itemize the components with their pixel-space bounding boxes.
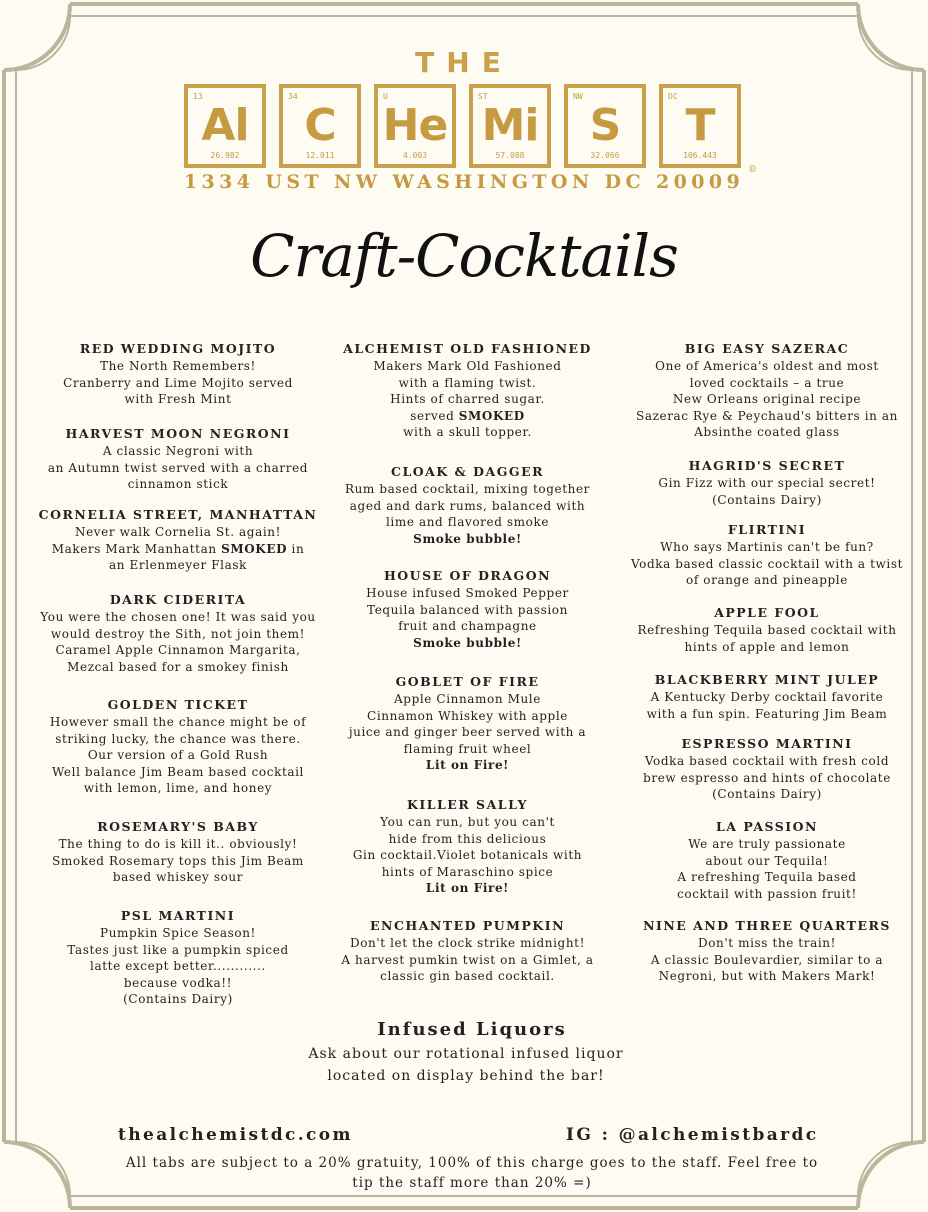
menu-item-description [612,622,922,655]
tile-mass: 26.982 [210,151,240,160]
menu-item-description [28,358,328,408]
desc-emphasis: Smoke bubble! [413,635,522,650]
menu-item [330,567,605,651]
menu-item-description [330,691,605,774]
tile-mass: 106.443 [683,151,717,160]
infused-liquors-line: Ask about our rotational infused liquor [308,1046,624,1062]
desc-line: aged and dark rums, balanced with [349,498,586,513]
desc-line: A Kentucky Derby cocktail favorite [650,690,884,704]
desc-emphasis: Smoke bubble! [413,531,522,546]
menu-item-description [612,358,922,441]
gratuity-note: All tabs are subject to a 20% gratuity, 100% of this charge goes to the staff. Feel free to [125,1155,819,1171]
element-tile [374,84,456,168]
menu-item-description [330,935,605,985]
desc-line: New Orleans original recipe [672,392,862,407]
desc-line: We are truly passionate [688,837,846,851]
menu-item-description [612,539,922,589]
desc-line: juice and ginger beer served with a [348,725,587,740]
desc-line [330,408,605,425]
desc-line: The thing to do is kill it.. obviously! [58,837,298,851]
desc-line: Makers Mark Old Fashioned [373,359,562,373]
element-tile [184,84,266,168]
menu-item [28,818,328,886]
desc-line: Mezcal based for a smokey finish [67,659,289,674]
desc-line: (Contains Dairy) [712,787,822,802]
menu-item-description [28,714,328,797]
menu-item [330,673,605,774]
desc-line: Rum based cocktail, mixing together [344,482,591,496]
tile-mass: 12.011 [305,151,335,160]
address: 1334 UST NW WASHINGTON DC 20009 [183,171,745,193]
desc-line: A refreshing Tequila based [677,870,857,885]
desc-emphasis: SMOKED [221,541,288,556]
tile-mass: 4.003 [402,151,428,160]
menu-item-name: BIG EASY SAZERAC [684,341,850,356]
tile-number: NW [573,92,583,101]
menu-item-description [330,481,605,547]
menu-item-name: FLIRTINI [727,522,807,537]
desc-text: Makers Mark Manhattan [51,541,222,556]
tile-symbol: He [382,100,448,151]
desc-line [28,541,328,558]
website-link[interactable]: thealchemistdc.com [118,1125,353,1145]
desc-line: latte except better............ [90,959,266,974]
menu-item-description [612,935,922,985]
desc-text: served [410,408,459,423]
menu-item [330,796,605,897]
tile-symbol: Mi [481,100,539,151]
desc-emphasis: Lit on Fire! [425,758,510,773]
desc-line: Sazerac Rye & Peychaud's bitters in an [636,408,898,423]
menu-item-name: ESPRESSO MARTINI [681,736,853,751]
menu-item [612,735,922,803]
desc-line: Refreshing Tequila based cocktail with [637,623,897,637]
registered-mark: ® [748,165,757,175]
desc-line: an Autumn twist served with a charred [47,460,309,475]
menu-item [612,917,922,985]
menu-item-description [612,475,922,508]
desc-line: flaming fruit wheel [403,741,532,756]
menu-item [612,671,922,722]
desc-line: Pumpkin Spice Season! [100,926,256,940]
logo-the: THE [415,46,513,79]
menu-item-name: BLACKBERRY MINT JULEP [654,672,880,687]
menu-item-description [330,358,605,441]
menu-item-description [330,814,605,897]
tile-symbol: S [589,100,621,151]
desc-line: Absinthe coated glass [694,425,840,440]
menu-item-description [28,524,328,574]
menu-item-name: GOLDEN TICKET [107,697,249,712]
menu-item-description [612,753,922,803]
menu-item [330,463,605,547]
menu-item [28,591,328,675]
desc-line: Cranberry and Lime Mojito served [63,375,293,390]
menu-item-description [612,836,922,902]
desc-line: Smoked Rosemary tops this Jim Beam [52,853,304,868]
tile-symbol: T [685,100,715,151]
desc-line: Vodka based cocktail with fresh cold [644,754,890,768]
desc-line: Don't let the clock strike midnight! [349,936,585,950]
menu-item-name: ENCHANTED PUMPKIN [369,918,566,933]
tile-number: 34 [288,92,298,101]
menu-item-description [612,689,922,722]
menu-item-name: PSL MARTINI [120,908,236,923]
desc-line: (Contains Dairy) [123,992,233,1007]
desc-line: hints of Maraschino spice [381,864,554,879]
desc-line: A harvest pumkin twist on a Gimlet, a [341,952,594,967]
desc-line: with a flaming twist. [398,375,537,390]
element-tile [564,84,646,168]
menu-item-name: CORNELIA STREET, MANHATTAN [38,507,318,522]
menu-item-name: RED WEDDING MOJITO [79,341,277,356]
desc-line: loved cocktails – a true [689,375,845,390]
element-tile [279,84,361,168]
menu-item [330,340,605,441]
desc-text: in [287,541,305,556]
menu-item-name: DARK CIDERITA [109,592,247,607]
menu-item-name: LA PASSION [716,819,818,834]
desc-line: Cinnamon Whiskey with apple [367,708,568,723]
desc-line: based whiskey sour [112,870,244,885]
desc-line: with a fun spin. Featuring Jim Beam [646,706,888,721]
tile-symbol: C [304,100,336,151]
desc-line: with Fresh Mint [124,392,232,407]
desc-line: A classic Boulevardier, similar to a [650,952,884,967]
tile-number: U [383,92,388,101]
desc-line: Tastes just like a pumpkin spiced [67,942,289,957]
desc-line: would destroy the Sith, not join them! [50,626,306,641]
desc-line: Hints of charred sugar. [390,392,545,407]
menu-item-name: APPLE FOOL [714,605,820,620]
desc-line: hide from this delicious [388,831,547,846]
tile-number: 13 [193,92,203,101]
desc-line: House infused Smoked Pepper [366,586,569,600]
menu-item-description [28,836,328,886]
desc-line: You were the chosen one! It was said you [40,610,316,624]
desc-line: cinnamon stick [127,477,229,492]
infused-liquors-title: Infused Liquors [377,1019,567,1040]
menu-item-name: KILLER SALLY [407,797,528,812]
tile-number: ST [478,92,488,101]
desc-line: Negroni, but with Makers Mark! [658,969,876,984]
desc-line: with lemon, lime, and honey [83,781,273,796]
menu-item [28,696,328,797]
menu-item [28,506,328,574]
menu-item [612,340,922,441]
desc-line: about our Tequila! [705,853,829,868]
desc-line: Apple Cinnamon Mule [394,692,541,706]
menu-item-description [330,585,605,651]
desc-line: (Contains Dairy) [712,492,822,507]
menu-item [612,818,922,902]
desc-line: Gin cocktail.Violet botanicals with [352,848,583,863]
page-title: Craft-Cocktails [250,222,678,290]
desc-line: Tequila balanced with passion [367,602,568,617]
desc-emphasis: SMOKED [458,408,525,423]
menu-item-description [28,925,328,1008]
desc-line: Never walk Cornelia St. again! [74,525,282,539]
menu-item [612,457,922,508]
menu-item-name: ALCHEMIST OLD FASHIONED [343,341,592,356]
desc-line: an Erlenmeyer Flask [109,558,247,573]
desc-line: classic gin based cocktail. [380,969,555,984]
desc-line: Caramel Apple Cinnamon Margarita, [55,643,301,658]
menu-item [28,340,328,408]
menu-item-name: HARVEST MOON NEGRONI [65,426,291,441]
desc-emphasis: Lit on Fire! [425,881,510,896]
desc-line: Don't miss the train! [697,936,837,950]
logo-element-tiles [184,84,744,172]
desc-line: lime and flavored smoke [385,515,550,530]
menu-item-name: HAGRID'S SECRET [688,458,846,473]
menu-item-name: NINE AND THREE QUARTERS [643,918,891,933]
menu-item [28,907,328,1008]
desc-line: fruit and champagne [398,619,537,634]
desc-line: brew espresso and hints of chocolate [643,770,891,785]
menu-item-description [28,443,328,493]
gratuity-note: tip the staff more than 20% =) [352,1175,592,1191]
desc-line: with a skull topper. [403,425,532,440]
element-tile [469,84,551,168]
desc-line: striking lucky, the chance was there. [55,731,301,746]
menu-item [612,521,922,589]
desc-line: However small the chance might be of [49,715,307,729]
desc-line: You can run, but you can't [380,815,555,829]
menu-item-description [28,609,328,675]
menu-item-name: HOUSE OF DRAGON [383,568,552,583]
menu-item-name: ROSEMARY'S BABY [97,819,259,834]
menu-item-name: CLOAK & DAGGER [391,464,544,479]
desc-line: Well balance Jim Beam based cocktail [51,764,305,779]
desc-line: hints of apple and lemon [684,639,850,654]
tile-mass: 32.066 [590,151,620,160]
desc-line: because vodka!! [123,975,233,990]
menu-item [612,604,922,655]
tile-number: DC [668,92,678,101]
desc-line: Vodka based classic cocktail with a twist [630,556,904,571]
tile-symbol: Al [201,100,249,151]
instagram-handle[interactable]: IG : @alchemistbardc [566,1125,819,1145]
infused-liquors-line: located on display behind the bar! [327,1068,605,1084]
tile-mass: 57.088 [495,151,525,160]
desc-line: of orange and pineapple [686,573,848,588]
desc-line: Our version of a Gold Rush [87,748,269,763]
desc-line: One of America's oldest and most [655,359,879,373]
menu-item [28,425,328,493]
element-tile [659,84,741,168]
desc-line: A classic Negroni with [102,444,254,458]
desc-line: The North Remembers! [100,359,256,373]
desc-line: cocktail with passion fruit! [677,886,857,901]
menu-item-name: GOBLET OF FIRE [395,674,540,689]
desc-line: Gin Fizz with our special secret! [658,476,876,490]
desc-line: Who says Martinis can't be fun? [660,540,874,554]
menu-item [330,917,605,985]
